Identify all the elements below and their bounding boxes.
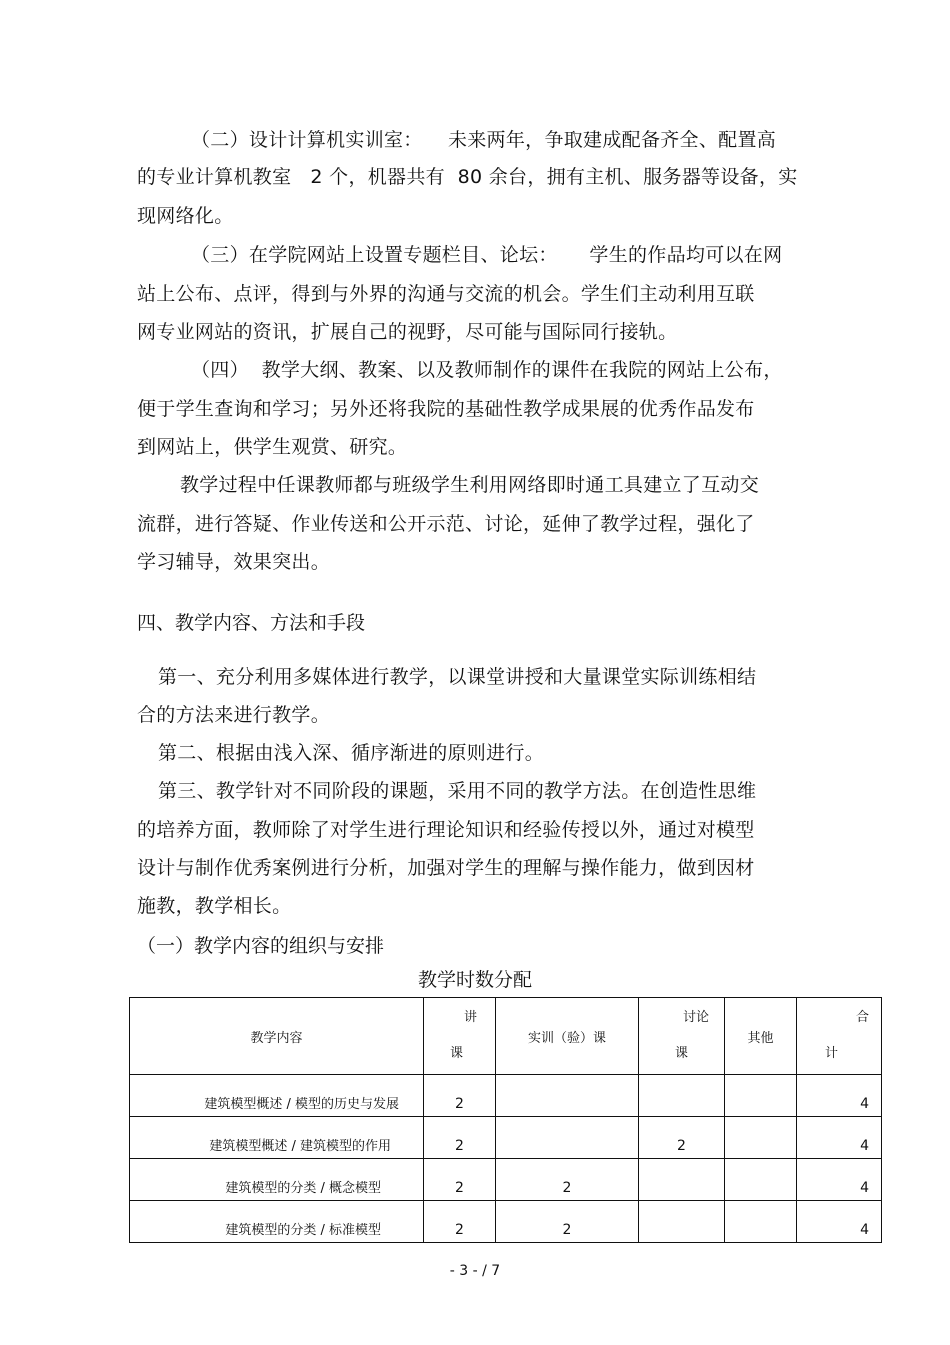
- header-other: [725, 998, 797, 1075]
- header-total-line-2: 计: [825, 1046, 839, 1061]
- paragraph-2-line-2: 的专业计算机教室 2 个，机器共有 80 余台，拥有主机、服务器等设备，实: [137, 166, 798, 188]
- paragraph-4-line-1: （四） 教学大纲、教案、以及教师制作的课件在我院的网站上公布，: [191, 359, 783, 381]
- row-content: 建筑模型的分类 / 概念模型: [130, 1159, 424, 1201]
- table-row: [130, 1159, 882, 1201]
- method-1-line-1: 第一、充分利用多媒体进行教学，以课堂讲授和大量课堂实际训练相结: [158, 666, 757, 688]
- row-total: 4: [797, 1075, 882, 1117]
- paragraph-5-line-1: 教学过程中任课教师都与班级学生利用网络即时通工具建立了互动交: [180, 474, 760, 496]
- header-lecture: [424, 998, 496, 1075]
- row-total: 4: [797, 1159, 882, 1201]
- row-discussion: 2: [639, 1117, 725, 1159]
- row-content: 建筑模型的分类 / 标准模型: [130, 1201, 424, 1243]
- row-practice: [496, 1117, 639, 1159]
- row-discussion: [639, 1201, 725, 1243]
- header-lecture-line-1: 讲: [464, 1010, 478, 1025]
- paragraph-3-line-3: 网专业网站的资讯，扩展自己的视野，尽可能与国际同行接轨。: [137, 321, 678, 343]
- table-row: [130, 1075, 882, 1117]
- paragraph-4-line-2: 便于学生查询和学习；另外还将我院的基础性教学成果展的优秀作品发布: [137, 398, 755, 420]
- row-practice: 2: [496, 1159, 639, 1201]
- row-content: 建筑模型概述 / 模型的历史与发展: [130, 1075, 424, 1117]
- section-heading: 四、教学内容、方法和手段: [137, 612, 366, 634]
- method-3-line-3: 设计与制作优秀案例进行分析，加强对学生的理解与操作能力，做到因材: [137, 857, 755, 879]
- row-other: [725, 1117, 797, 1159]
- paragraph-5-line-3: 学习辅导，效果突出。: [137, 551, 331, 573]
- table-header-row: [130, 998, 882, 1075]
- row-other: [725, 1201, 797, 1243]
- paragraph-4-line-3: 到网站上，供学生观赏、研究。: [137, 436, 408, 458]
- table-row: [130, 1201, 882, 1243]
- header-discussion: [639, 998, 725, 1075]
- header-practice-label: 实训（验）课: [527, 1030, 606, 1046]
- row-lecture: 2: [424, 1075, 496, 1117]
- method-3-line-4: 施教，教学相长。: [137, 895, 292, 917]
- row-total: 4: [797, 1117, 882, 1159]
- header-practice: [496, 998, 639, 1075]
- header-total-line-1: 合: [855, 1010, 869, 1025]
- header-lecture-line-2: 课: [450, 1046, 464, 1061]
- row-discussion: [639, 1075, 725, 1117]
- header-other-label: 其他: [747, 1030, 774, 1046]
- row-lecture: 2: [424, 1117, 496, 1159]
- header-discussion-line-2: 课: [675, 1046, 689, 1061]
- method-3-line-2: 的培养方面，教师除了对学生进行理论知识和经验传授以外，通过对模型: [137, 819, 755, 841]
- row-lecture: 2: [424, 1201, 496, 1243]
- table-row: [130, 1117, 882, 1159]
- paragraph-3-line-2: 站上公布、点评，得到与外界的沟通与交流的机会。学生们主动利用互联: [137, 283, 755, 305]
- row-lecture: 2: [424, 1159, 496, 1201]
- header-content: [130, 998, 424, 1075]
- paragraph-5-line-2: 流群，进行答疑、作业传送和公开示范、讨论，延伸了教学过程，强化了: [137, 513, 755, 535]
- header-discussion-line-1: 讨论: [683, 1010, 710, 1025]
- paragraph-2-line-1: （二）设计计算机实训室： 未来两年，争取建成配备齐全、配置高: [191, 129, 777, 151]
- method-2-line-1: 第二、根据由浅入深、循序渐进的原则进行。: [158, 742, 545, 764]
- row-other: [725, 1075, 797, 1117]
- row-practice: 2: [496, 1201, 639, 1243]
- method-3-line-1: 第三、教学针对不同阶段的课题，采用不同的教学方法。在创造性思维: [158, 780, 757, 802]
- hours-table: [129, 997, 882, 1243]
- header-total: [797, 998, 882, 1075]
- row-other: [725, 1159, 797, 1201]
- page-number: - 3 - / 7: [449, 1263, 501, 1279]
- method-1-line-2: 合的方法来进行教学。: [137, 704, 331, 726]
- row-practice: [496, 1075, 639, 1117]
- row-content: 建筑模型概述 / 建筑模型的作用: [130, 1117, 424, 1159]
- paragraph-2-line-3: 现网络化。: [137, 205, 234, 227]
- paragraph-3-line-1: （三）在学院网站上设置专题栏目、论坛： 学生的作品均可以在网: [191, 244, 783, 266]
- header-content-label: 教学内容: [250, 1030, 303, 1046]
- subsection-heading: （一）教学内容的组织与安排: [137, 935, 385, 957]
- table-title: 教学时数分配: [417, 969, 532, 991]
- row-discussion: [639, 1159, 725, 1201]
- row-total: 4: [797, 1201, 882, 1243]
